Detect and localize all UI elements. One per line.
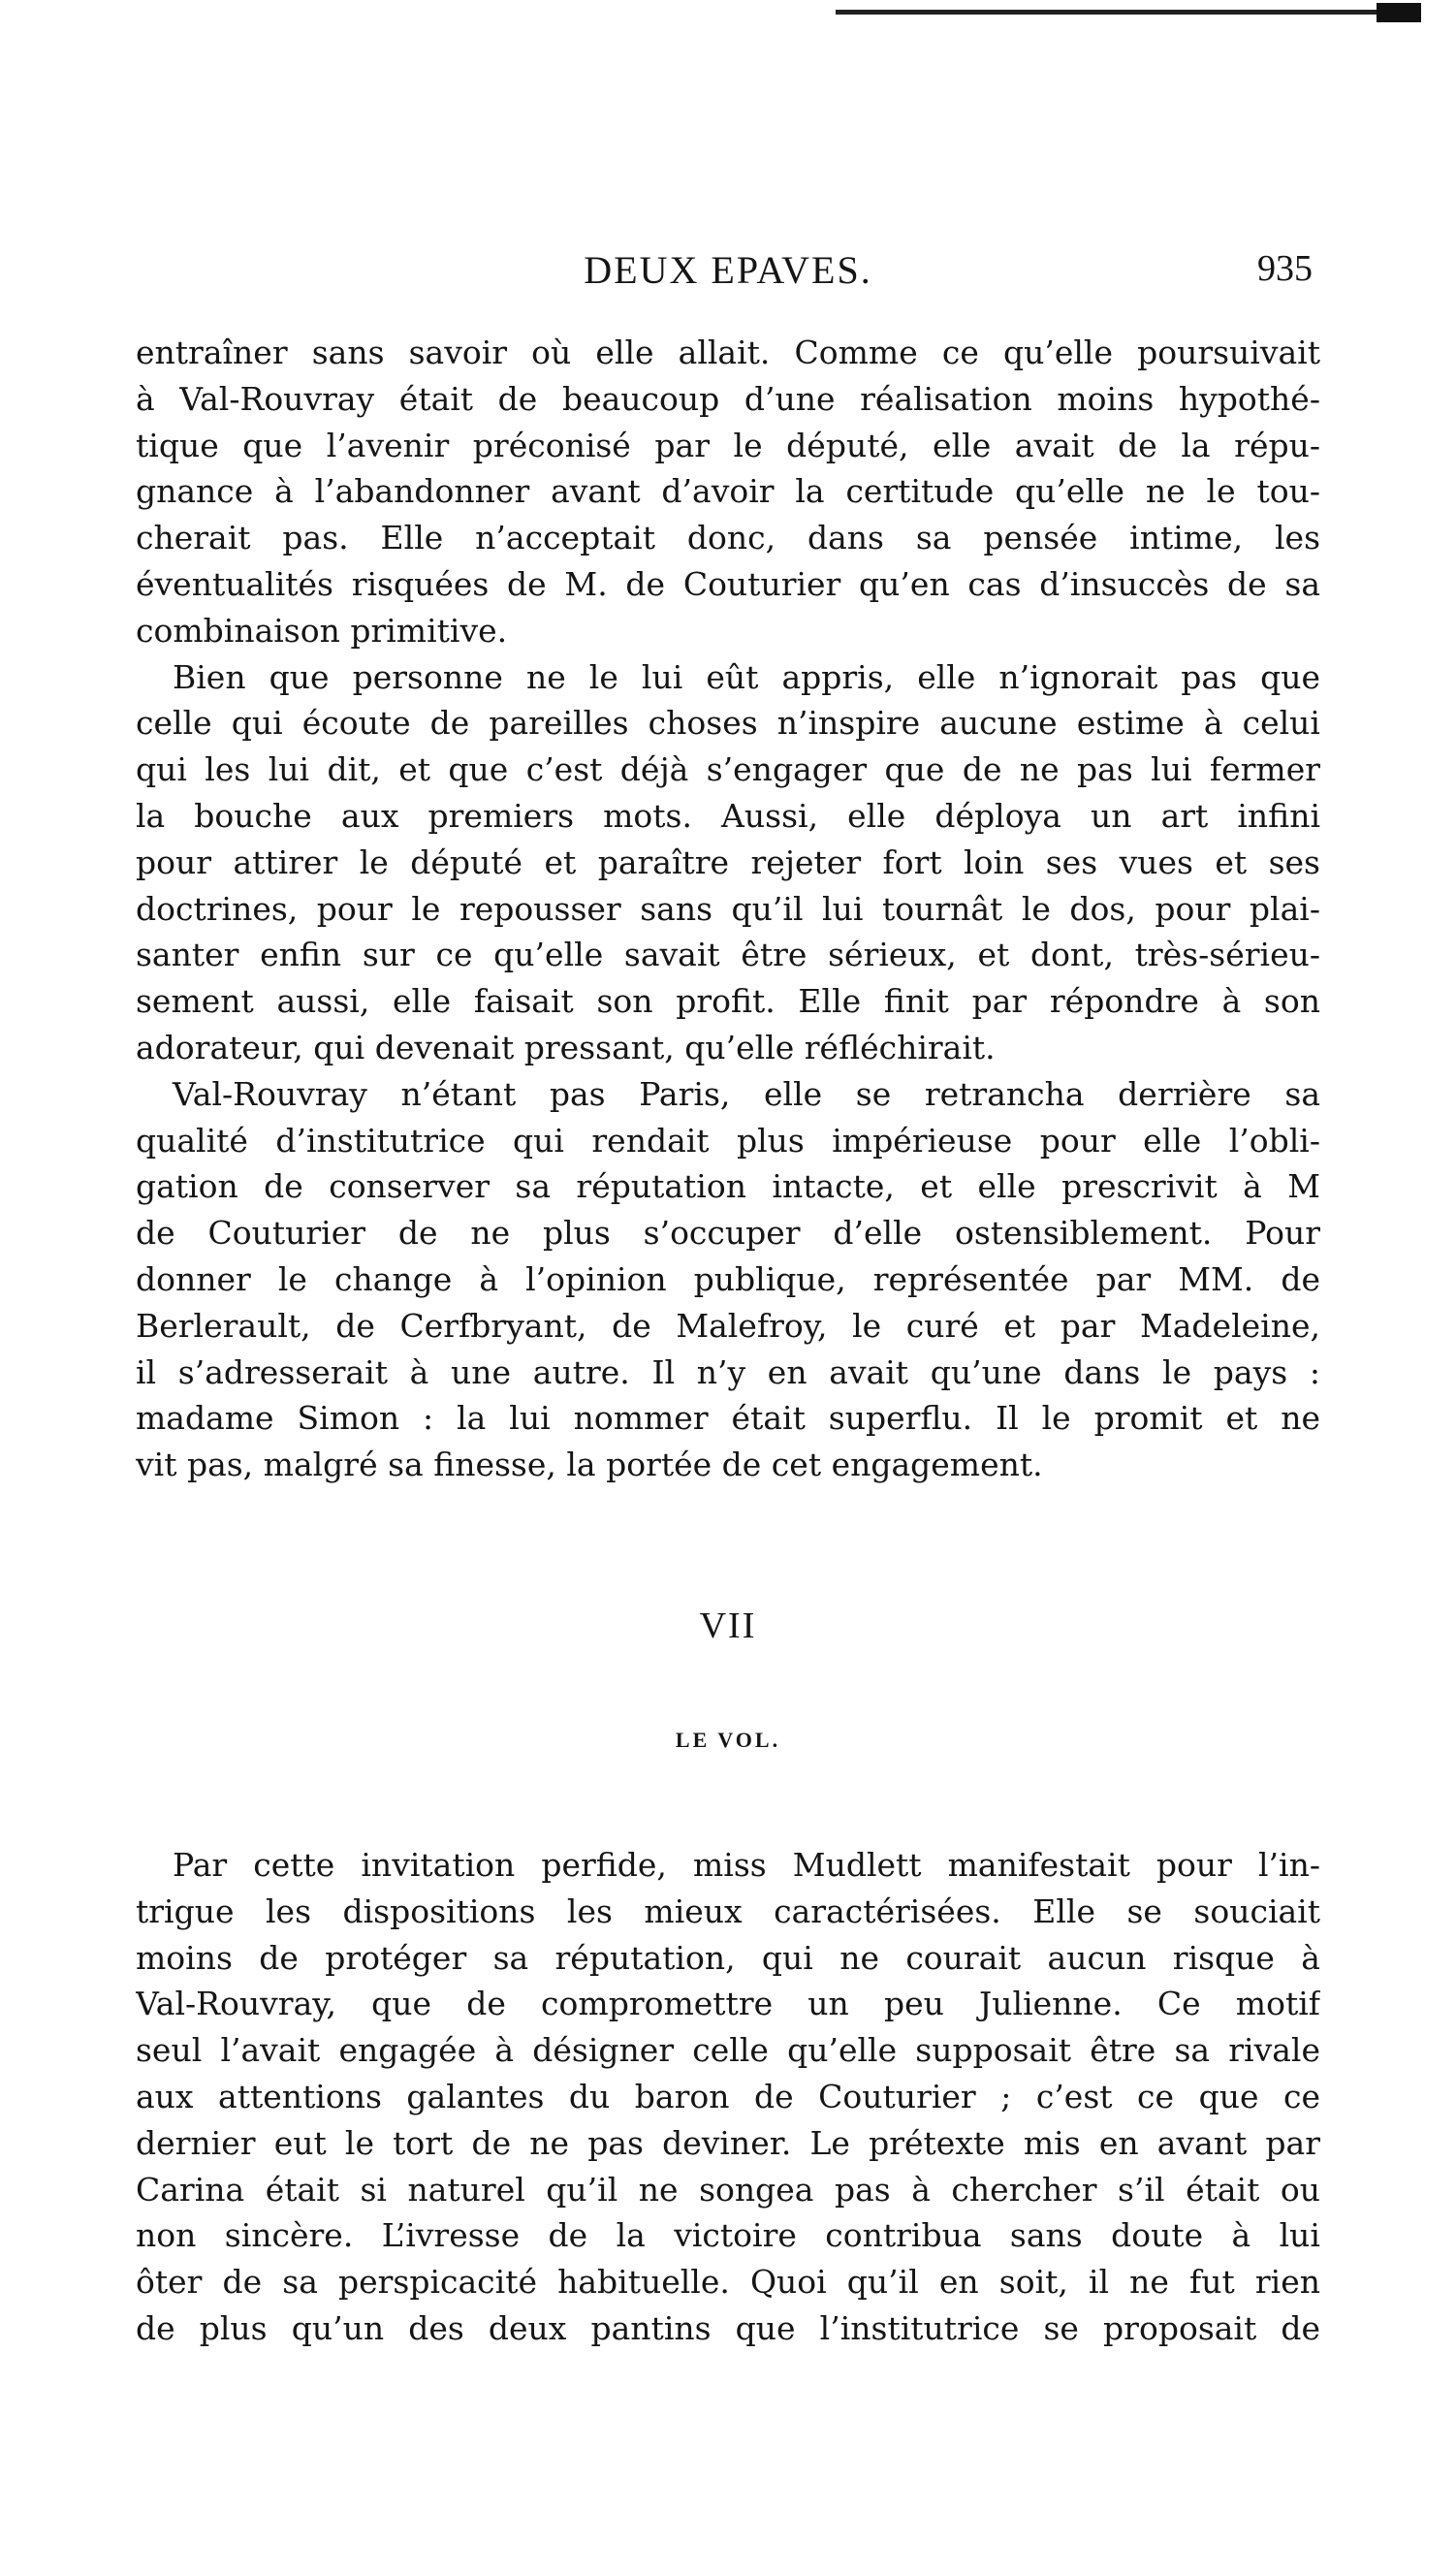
text-line: gnance à l’abandonner avant d’avoir la certitude qu’elle ne le tou- [136,472,1320,511]
chapter-title: LE VOL. [675,1728,781,1752]
text-line: Val-Rouvray n’étant pas Paris, elle se retrancha derrière sa [173,1074,1320,1113]
text-line: pour attirer le député et paraître rejeter fort loin ses vues et ses [136,842,1320,881]
text-line: vit pas, malgré sa finesse, la portée de cet engagement. [136,1446,1043,1484]
page-number: 935 [1257,248,1313,289]
text-line: entraîner sans savoir où elle allait. Comme ce qu’elle poursuivait [136,334,1320,371]
text-line: cherait pas. Elle n’acceptait donc, dans sa pensée intime, les [136,519,1320,557]
text-line: qualité d’institutrice qui rendait plus impérieuse pour elle l’obli- [136,1121,1320,1160]
text-line: à Val-Rouvray était de beaucoup d’une réalisation moins hypothé- [136,379,1320,418]
text-line: Par cette invitation perfide, miss Mudlett manifestait pour l’in- [173,1846,1320,1884]
text-line: gation de conserver sa réputation intacte, et elle prescrivit à M [136,1167,1320,1206]
text-line: Bien que personne ne le lui eût appris, elle n’ignorait pas que [173,657,1320,696]
text-line: la bouche aux premiers mots. Aussi, elle déploya un art infini [136,796,1320,835]
text-line: combinaison primitive. [136,611,508,650]
running-title: DEUX EPAVES. [584,248,872,292]
text-line: seul l’avait engagée à désigner celle qu’elle supposait être sa rivale [136,2031,1320,2070]
text-line: il s’adresserait à une autre. Il n’y en avait qu’une dans le pays : [136,1352,1320,1391]
text-line: adorateur, qui devenait pressant, qu’elle réfléchirait. [136,1028,996,1066]
text-line: de Couturier de ne plus s’occuper d’elle ostensiblement. Pour [136,1214,1320,1253]
body-text-block-2 [136,1842,1320,2352]
text-line: moins de protéger sa réputation, qui ne courait aucun risque à [136,1938,1320,1977]
chapter-number: VII [699,1605,757,1646]
text-line: madame Simon : la lui nommer était superflu. Il le promit et ne [136,1399,1320,1438]
text-line: ôter de sa perspicacité habituelle. Quoi qu’il en soit, il ne fut rien [136,2263,1320,2302]
text-line: qui les lui dit, et que c’est déjà s’engager que de ne pas lui fermer [136,750,1320,789]
text-line: tique que l’avenir préconisé par le député, elle avait de la répu- [136,426,1320,464]
top-edge-rule [836,10,1421,15]
text-line: de plus qu’un des deux pantins que l’institutrice se proposait de [136,2308,1320,2347]
text-line: santer enfin sur ce qu’elle savait être sérieux, et dont, très-sérieu- [136,936,1320,974]
text-line: trigue les dispositions les mieux caractérisées. Elle se souciait [136,1892,1320,1930]
text-line: Carina était si naturel qu’il ne songea pas à chercher s’il était ou [136,2170,1320,2209]
text-line: aux attentions galantes du baron de Couturier ; c’est ce que ce [136,2077,1320,2115]
text-line: donner le change à l’opinion publique, représentée par MM. de [136,1259,1320,1298]
text-line: celle qui écoute de pareilles choses n’inspire aucune estime à celui [136,704,1320,743]
text-line: Berlerault, de Cerfbryant, de Malefroy, le curé et par Madeleine, [136,1306,1320,1345]
text-line: éventualités risquées de M. de Couturier qu’en cas d’insuccès de sa [136,564,1320,603]
text-line: doctrines, pour le repousser sans qu’il lui tournât le dos, pour plai- [136,889,1320,928]
body-text-block-1 [136,330,1320,1488]
text-line: dernier eut le tort de ne pas deviner. Le prétexte mis en avant par [136,2123,1320,2162]
text-line: Val-Rouvray, que de compromettre un peu Julienne. Ce motif [136,1985,1320,2023]
running-header [136,247,1320,296]
text-line: non sincère. L’ivresse de la victoire contribua sans doute à lui [136,2216,1320,2255]
text-line: sement aussi, elle faisait son profit. Elle finit par répondre à son [136,982,1320,1021]
